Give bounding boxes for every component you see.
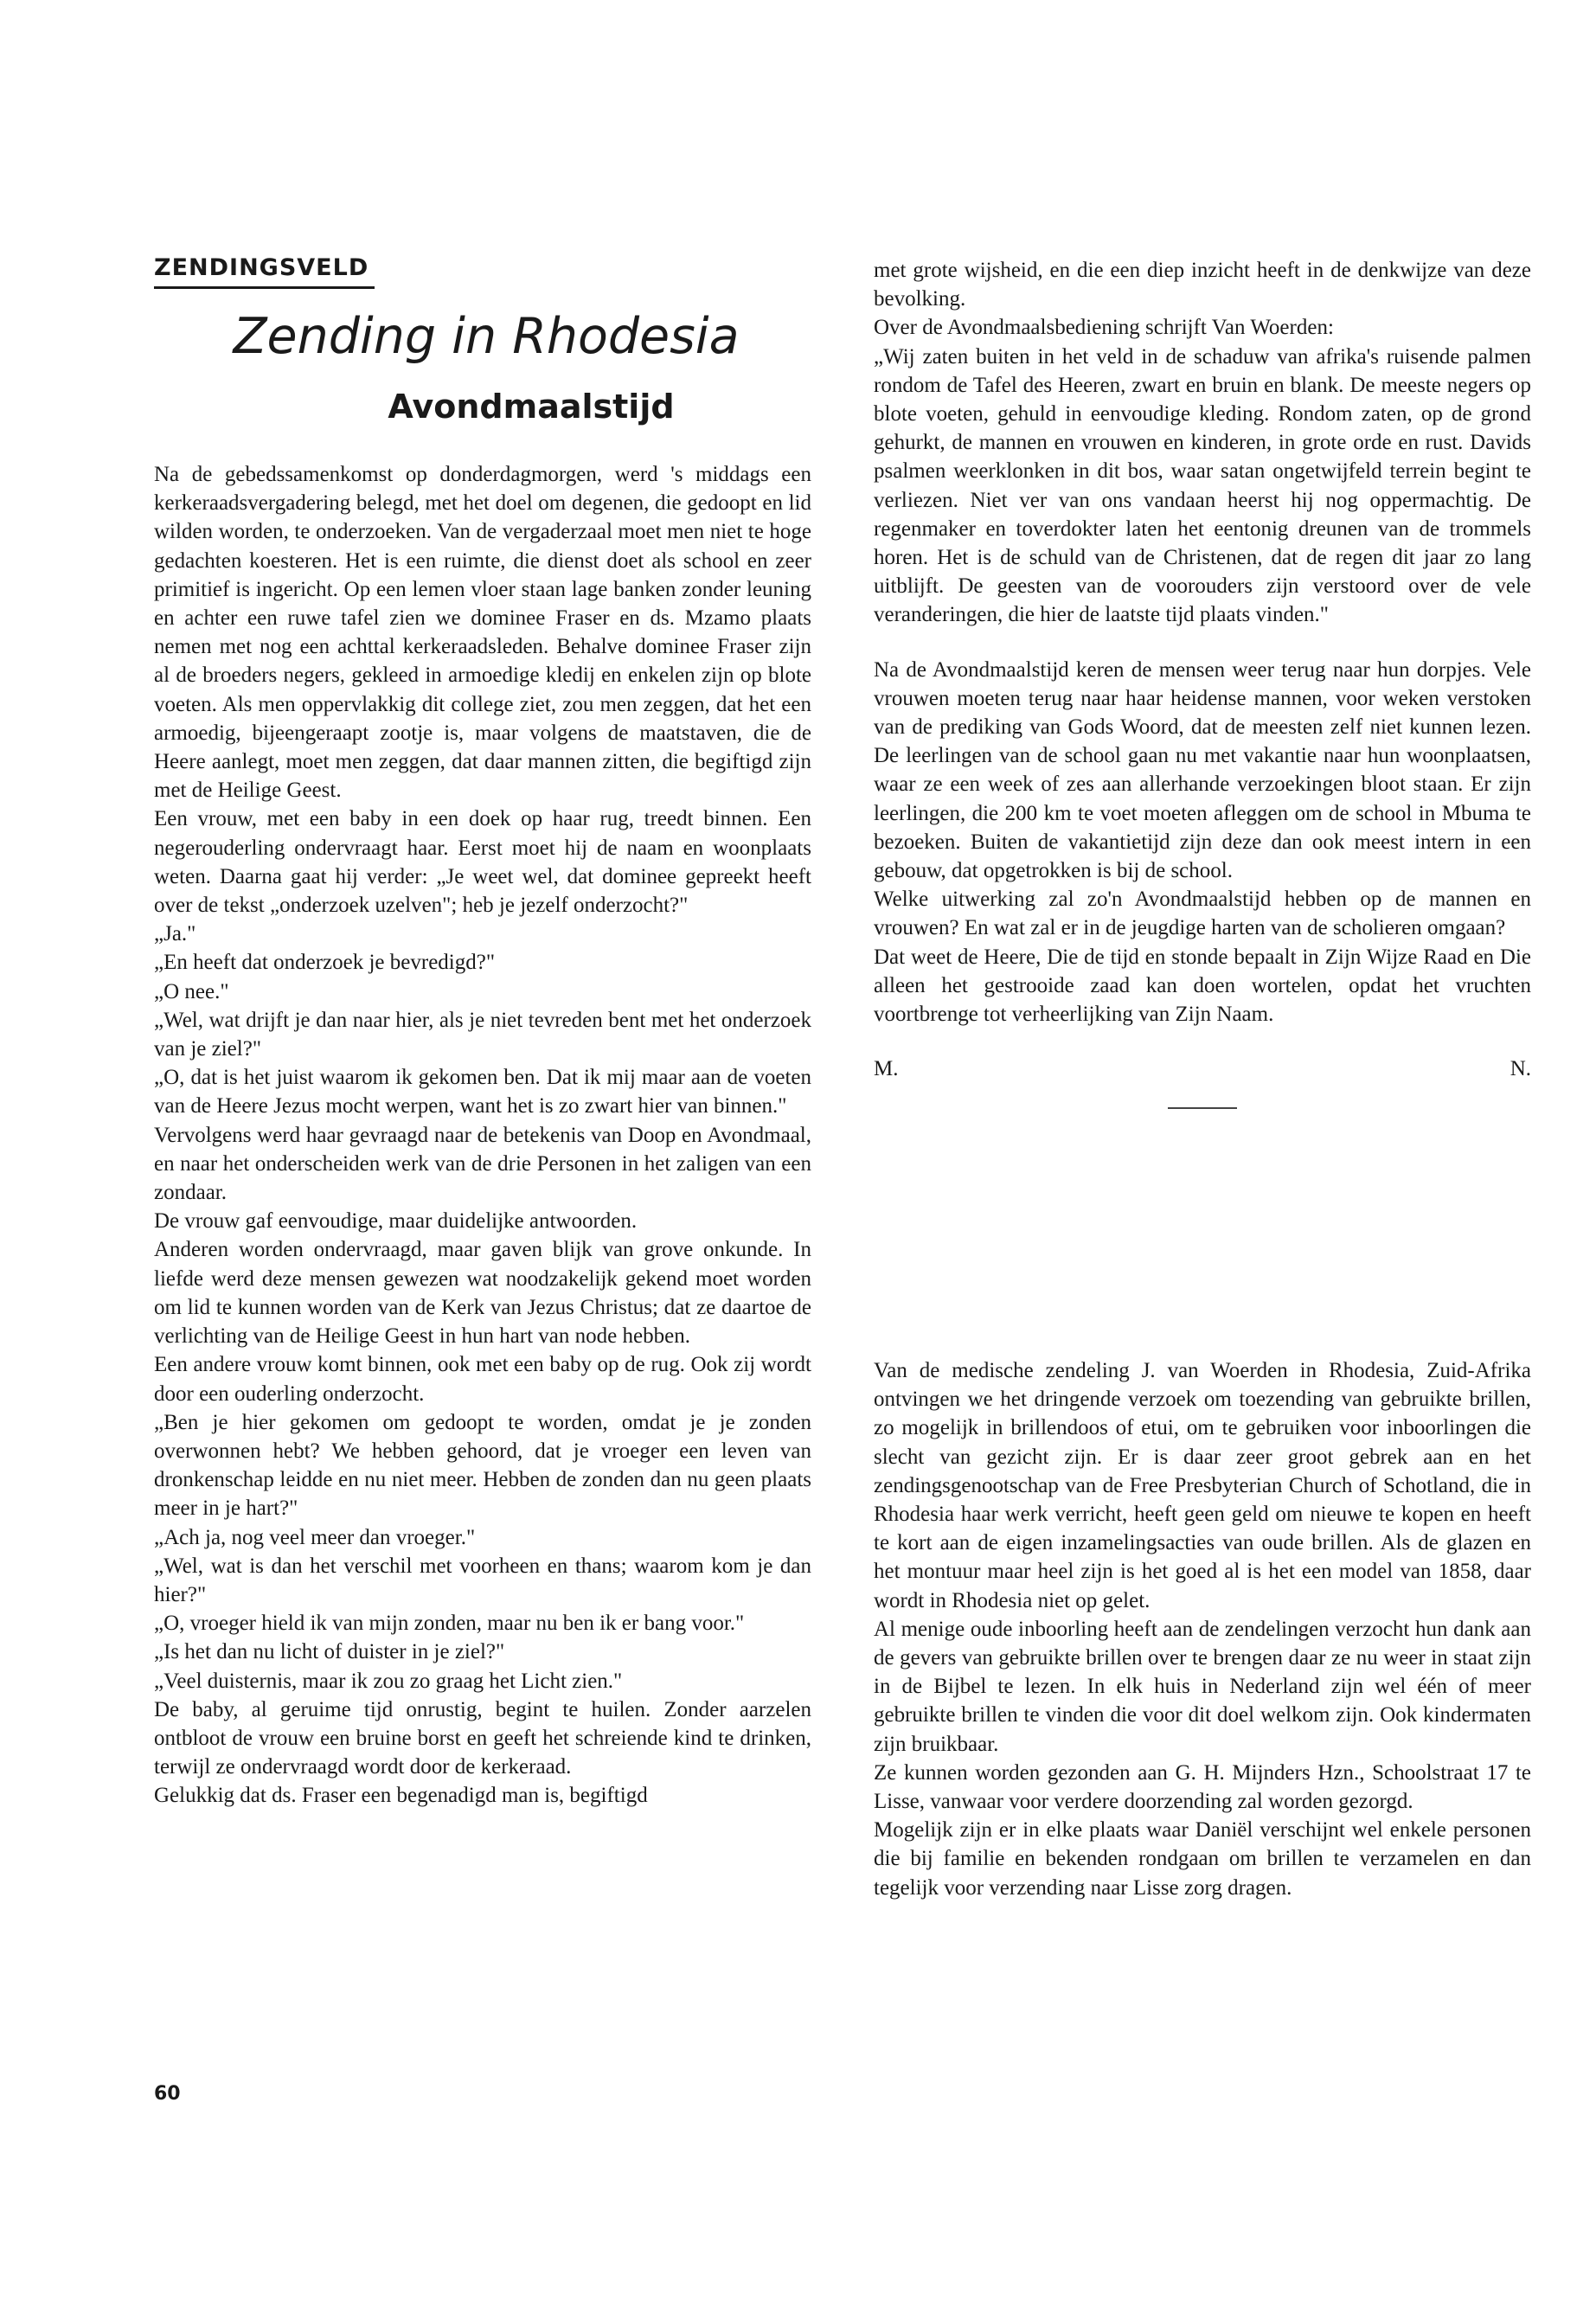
signature-initial-left: M. — [874, 1057, 899, 1081]
paragraph: met grote wijsheid, en die een diep inzicht heeft in de denkwijze van deze bevolking. — [874, 259, 1531, 311]
section-divider — [1168, 1107, 1237, 1109]
paragraph: „Wel, wat is dan het verschil met voorheen en thans; waarom kom je dan hier?" — [154, 1554, 811, 1606]
paragraph: „Ja." — [154, 922, 196, 946]
paragraph: „Ben je hier gekomen om gedoopt te worden, omdat je je zonden overwonnen hebt? We hebben gehoord, dat je vroeger een leven van dronkenschap leidde en nu niet meer. Hebben de zonden dan nu geen plaats meer in je hart?" — [154, 1410, 811, 1521]
signature — [874, 1054, 1531, 1083]
paragraph: Al menige oude inboorling heeft aan de zendelingen verzocht hun dank aan de gevers van gebruikte brillen over te brengen daar ze nu weer in staat zijn in de Bijbel te lezen. In elk huis in Nederland zijn wel één of meer gebruikte brillen te vinden die voor dit doel welkom zijn. Ook kindermaten zijn bruikbaar. — [874, 1617, 1531, 1756]
paragraph: „O nee." — [154, 979, 229, 1003]
paragraph: Gelukkig dat ds. Fraser een begenadigd man is, begiftigd — [154, 1784, 648, 1808]
paragraph: Na de Avondmaalstijd keren de mensen weer terug naar hun dorpjes. Vele vrouwen moeten terug naar haar heidense mannen, voor weken verstoken van de prediking van Gods Woord, dat de meesten zelf niet kunnen lezen. De leerlingen van de school gaan nu met vakantie naar hun woonplaatsen, waar ze een week of zes aan allerhande verzoekingen bloot staan. Er zijn leerlingen, die 200 km te voet moeten afleggen om de school in Mbuma te bezoeken. Buiten de vakantietijd zijn deze dan ook meest intern in een gebouw, dat opgetrokken is bij de school. — [874, 657, 1531, 883]
paragraph: Ze kunnen worden gezonden aan G. H. Mijnders Hzn., Schoolstraat 17 te Lisse, vanwaar voor verdere doorzending zal worden gezorgd. — [874, 1760, 1531, 1814]
paragraph: Mogelijk zijn er in elke plaats waar Daniël verschijnt wel enkele personen die bij familie en bekenden rondgaan om brillen te verzamelen en dan tegelijk voor verzending naar Lisse zorg dragen. — [874, 1818, 1531, 1900]
article-title: Zending in Rhodesia — [233, 308, 740, 365]
paragraph: Anderen worden ondervraagd, maar gaven blijk van grove onkunde. In liefde werd deze mensen gewezen wat noodzakelijk gekend moet worden om lid te kunnen worden van de Kerk van Jezus Christus; dat ze daartoe de verlichting van de Heilige Geest in hun hart van node hebben. — [154, 1238, 811, 1349]
paragraph: De baby, al geruime tijd onrustig, begint te huilen. Zonder aarzelen ontbloot de vrouw een bruine borst en geeft het schreiende kind te drinken, terwijl ze ondervraagd wordt door de kerkeraad. — [154, 1697, 811, 1779]
section-label: ZENDINGSVELD — [154, 254, 375, 289]
paragraph: „Wel, wat drijft je dan naar hier, als je niet tevreden bent met het onderzoek van je ziel?" — [154, 1008, 811, 1061]
paragraph: „En heeft dat onderzoek je bevredigd?" — [154, 951, 496, 975]
left-column-body — [154, 460, 811, 1811]
quote-paragraph: „Wij zaten buiten in het veld in de schaduw van afrika's ruisende palmen rondom de Tafel des Heeren, zwart en bruin en blank. De meeste negers op blote voeten, gehuld in eenvoudige kleding. Rondom zaten, op de grond gehurkt, de mannen en vrouwen en kinderen, in grote orde en rust. Davids psalmen weerklonken in dit bos, waar satan ongetwijfeld terrein begint te verliezen. Niet ver van ons vandaan heerst hij nog oppermachtig. De regenmaker en toverdokter laten het eentonig dreunen van de trommels horen. Het is de schuld van de Christenen, dat de regen dit jaar zo lang uitblijft. De geesten van de voorouders zijn verstoord over de vele veranderingen, die hier de laatste tijd plaats vinden." — [874, 344, 1531, 627]
paragraph: Vervolgens werd haar gevraagd naar de betekenis van Doop en Avondmaal, en naar het onderscheiden werk van de drie Personen in het zaligen van een zondaar. — [154, 1123, 811, 1205]
paragraph: De vrouw gaf eenvoudige, maar duidelijke antwoorden. — [154, 1209, 638, 1234]
signature-initial-right: N. — [1509, 1057, 1531, 1081]
paragraph: „O, vroeger hield ik van mijn zonden, maar nu ben ik er bang voor." — [154, 1612, 745, 1636]
paragraph: Over de Avondmaalsbediening schrijft Van Woerden: — [874, 316, 1334, 340]
paragraph: Van de medische zendeling J. van Woerden in Rhodesia, Zuid-Afrika ontvingen we het dringende verzoek om toezending van gebruikte brillen, zo mogelijk in brillendoos of etui, om te gebruiken voor inboorlingen die slecht van gezicht zijn. Er is daar zeer groot gebrek aan en het zendingsgenootschap van de Free Presbyterian Church of Schotland, die in Rhodesia haar werk verricht, heeft geen geld om nieuwe te kopen en heeft te kort aan de eigen inzamelingsacties van oude brillen. Als de glazen en het montuur maar heel zijn is het goed al is het een model van 1858, daar wordt in Rhodesia niet op gelet. — [874, 1359, 1531, 1612]
paragraph: „Ach ja, nog veel meer dan vroeger." — [154, 1525, 476, 1549]
paragraph-gap — [874, 630, 1531, 656]
paragraph: „Veel duisternis, maar ik zou zo graag het Licht zien." — [154, 1669, 623, 1693]
notice-body — [874, 1356, 1531, 1902]
paragraph: „O, dat is het juist waarom ik gekomen ben. Dat ik mij maar aan de voeten van de Heere Jezus mocht werpen, want het is zo zwart hier van binnen." — [154, 1066, 811, 1118]
page-number: 60 — [154, 2083, 181, 2105]
paragraph: Een andere vrouw komt binnen, ook met een baby op de rug. Ook zij wordt door een ouderling onderzocht. — [154, 1353, 811, 1406]
paragraph: Een vrouw, met een baby in een doek op haar rug, treedt binnen. Een negerouderling ondervraagt haar. Eerst moet hij de naam en woonplaats weten. Daarna gaat hij verder: „Je weet wel, dat dominee gepreekt heeft over de tekst „onderzoek uzelven"; heb je jezelf onderzocht?" — [154, 807, 811, 918]
paragraph: „Is het dan nu licht of duister in je ziel?" — [154, 1640, 505, 1664]
paragraph: Dat weet de Heere, Die de tijd en stonde bepaalt in Zijn Wijze Raad en Die alleen het gestrooide zaad kan doen wortelen, opdat het vruchten voortbrenge tot verheerlijking van Zijn Naam. — [874, 945, 1531, 1027]
article-subtitle: Avondmaalstijd — [388, 388, 675, 426]
right-column-body — [874, 256, 1531, 1109]
paragraph: Na de gebedssamenkomst op donderdagmorgen, werd 's middags een kerkeraadsvergadering belegd, met het doel om degenen, die gedoopt en lid wilden worden, te onderzoeken. Van de vergaderzaal moet men niet te hoge gedachten koesteren. Het is een ruimte, die dienst doet als school en zeer primitief is ingericht. Op een lemen vloer staan lage banken zonder leuning en achter een ruwe tafel zien we dominee Fraser en ds. Mzamo plaats nemen met nog een achttal kerkeraadsleden. Behalve dominee Fraser zijn al de broeders negers, gekleed in armoedige kledij en enkelen zijn op blote voeten. Als men oppervlakkig dit college ziet, zou men zeggen, dat het een armoedig, bijeengeraapt zootje is, maar volgens de maatstaven, die de Heere aanlegt, moet men zeggen, dat daar mannen zitten, die begiftigd zijn met de Heilige Geest. — [154, 463, 811, 803]
paragraph: Welke uitwerking zal zo'n Avondmaalstijd hebben op de mannen en vrouwen? En wat zal er in de jeugdige harten van de scholieren omgaan? — [874, 888, 1531, 940]
